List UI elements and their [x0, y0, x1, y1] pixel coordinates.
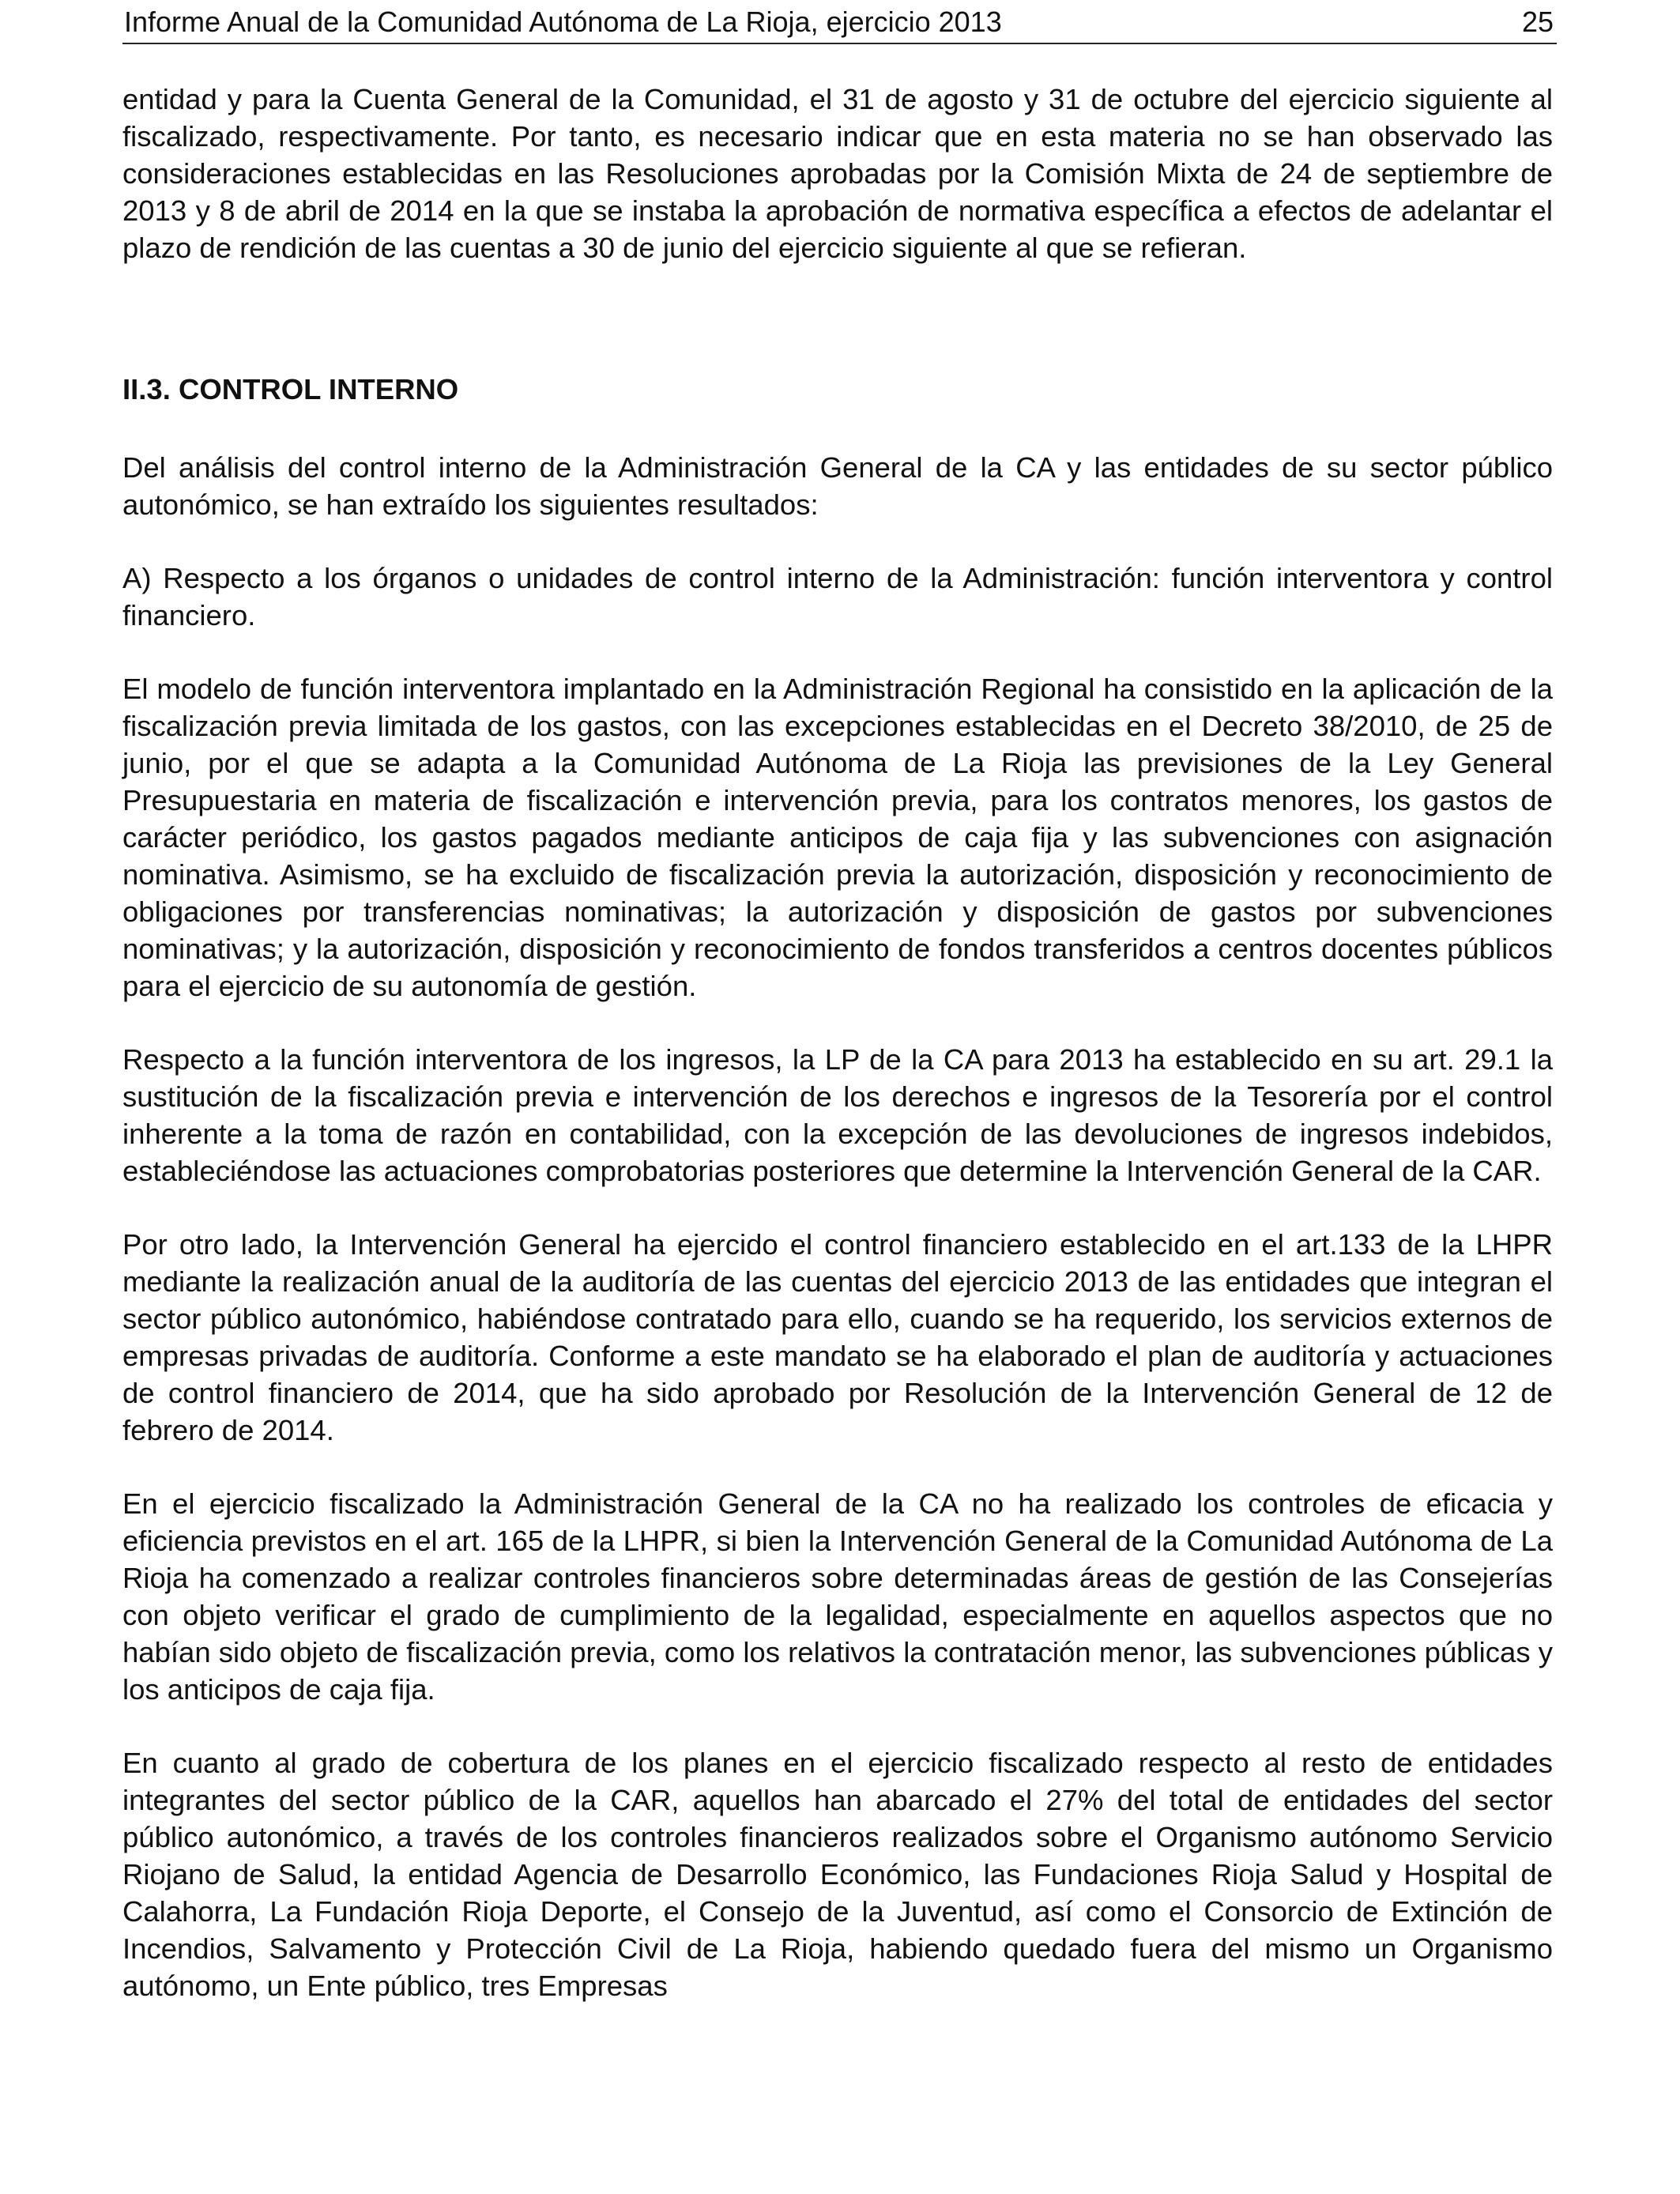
page-header	[122, 3, 1557, 44]
paragraph: En cuanto al grado de cobertura de los planes en el ejercicio fiscalizado respecto al resto de entidades integrantes del sector público de la CAR, aquellos han abarcado el 27% del total de entidades del sector público autonómico, a través de los controles financieros realizados sobre el Organismo autónomo Servicio Riojano de Salud, la entidad Agencia de Desarrollo Económico, las Fundaciones Rioja Salud y Hospital de Calahorra, La Fundación Rioja Deporte, el Consejo de la Juventud, así como el Consorcio de Extinción de Incendios, Salvamento y Protección Civil de La Rioja, habiendo quedado fuera del mismo un Organismo autónomo, un Ente público, tres Empresas	[122, 1747, 1553, 2002]
document-body	[122, 81, 1553, 2041]
page-number: 25	[1521, 6, 1554, 38]
paragraph: El modelo de función interventora implantado en la Administración Regional ha consistido en la aplicación de la fiscalización previa limitada de los gastos, con las excepciones establecidas en el Decreto 38/2010, de 25 de junio, por el que se adapta a la Comunidad Autónoma de La Rioja las previsiones de la Ley General Presupuestaria en materia de fiscalización e intervención previa, para los contratos menores, los gastos de carácter periódico, los gastos pagados mediante anticipos de caja fija y las subvenciones con asignación nominativa. Asimismo, se ha excluido de fiscalización previa la autorización, disposición y reconocimiento de obligaciones por transferencias nominativas; la autorización y disposición de gastos por subvenciones nominativas; y la autorización, disposición y reconocimiento de fondos transferidos a centros docentes públicos para el ejercicio de su autonomía de gestión.	[122, 673, 1553, 1002]
paragraph: Respecto a la función interventora de los ingresos, la LP de la CA para 2013 ha establecido en su art. 29.1 la sustitución de la fiscalización previa e intervención de los derechos e ingresos de la Tesorería por el control inherente a la toma de razón en contabilidad, con la excepción de las devoluciones de ingresos indebidos, estableciéndose las actuaciones comprobatorias posteriores que determine la Intervención General de la CAR.	[122, 1043, 1553, 1187]
paragraph: En el ejercicio fiscalizado la Administración General de la CA no ha realizado los controles de eficacia y eficiencia previstos en el art. 165 de la LHPR, si bien la Intervención General de la Comunidad Autónoma de La Rioja ha comenzado a realizar controles financieros sobre determinadas áreas de gestión de las Consejerías con objeto verificar el grado de cumplimiento de la legalidad, especialmente en aquellos aspectos que no habían sido objeto de fiscalización previa, como los relativos la contratación menor, las subvenciones públicas y los anticipos de caja fija.	[122, 1487, 1553, 1706]
report-title: Informe Anual de la Comunidad Autónoma de La Rioja, ejercicio 2013	[124, 6, 1002, 38]
paragraph: Del análisis del control interno de la Administración General de la CA y las entidades de su sector público autonómico, se han extraído los siguientes resultados:	[122, 451, 1553, 521]
section-heading: II.3. CONTROL INTERNO	[122, 373, 459, 405]
paragraph: Por otro lado, la Intervención General ha ejercido el control financiero establecido en el art.133 de la LHPR mediante la realización anual de la auditoría de las cuentas del ejercicio 2013 de las entidades que integran el sector público autonómico, habiéndose contratado para ello, cuando se ha requerido, los servicios externos de empresas privadas de auditoría. Conforme a este mandato se ha elaborado el plan de auditoría y actuaciones de control financiero de 2014, que ha sido aprobado por Resolución de la Intervención General de 12 de febrero de 2014.	[122, 1228, 1553, 1446]
paragraph: A) Respecto a los órganos o unidades de control interno de la Administración: función interventora y control financiero.	[122, 562, 1553, 631]
intro-paragraph: entidad y para la Cuenta General de la Comunidad, el 31 de agosto y 31 de octubre del ejercicio siguiente al fiscalizado, respectivamente. Por tanto, es necesario indicar que en esta materia no se han observado las consideraciones establecidas en las Resoluciones aprobadas por la Comisión Mixta de 24 de septiembre de 2013 y 8 de abril de 2014 en la que se instaba la aprobación de normativa específica a efectos de adelantar el plazo de rendición de las cuentas a 30 de junio del ejercicio siguiente al que se refieran.	[122, 83, 1553, 264]
